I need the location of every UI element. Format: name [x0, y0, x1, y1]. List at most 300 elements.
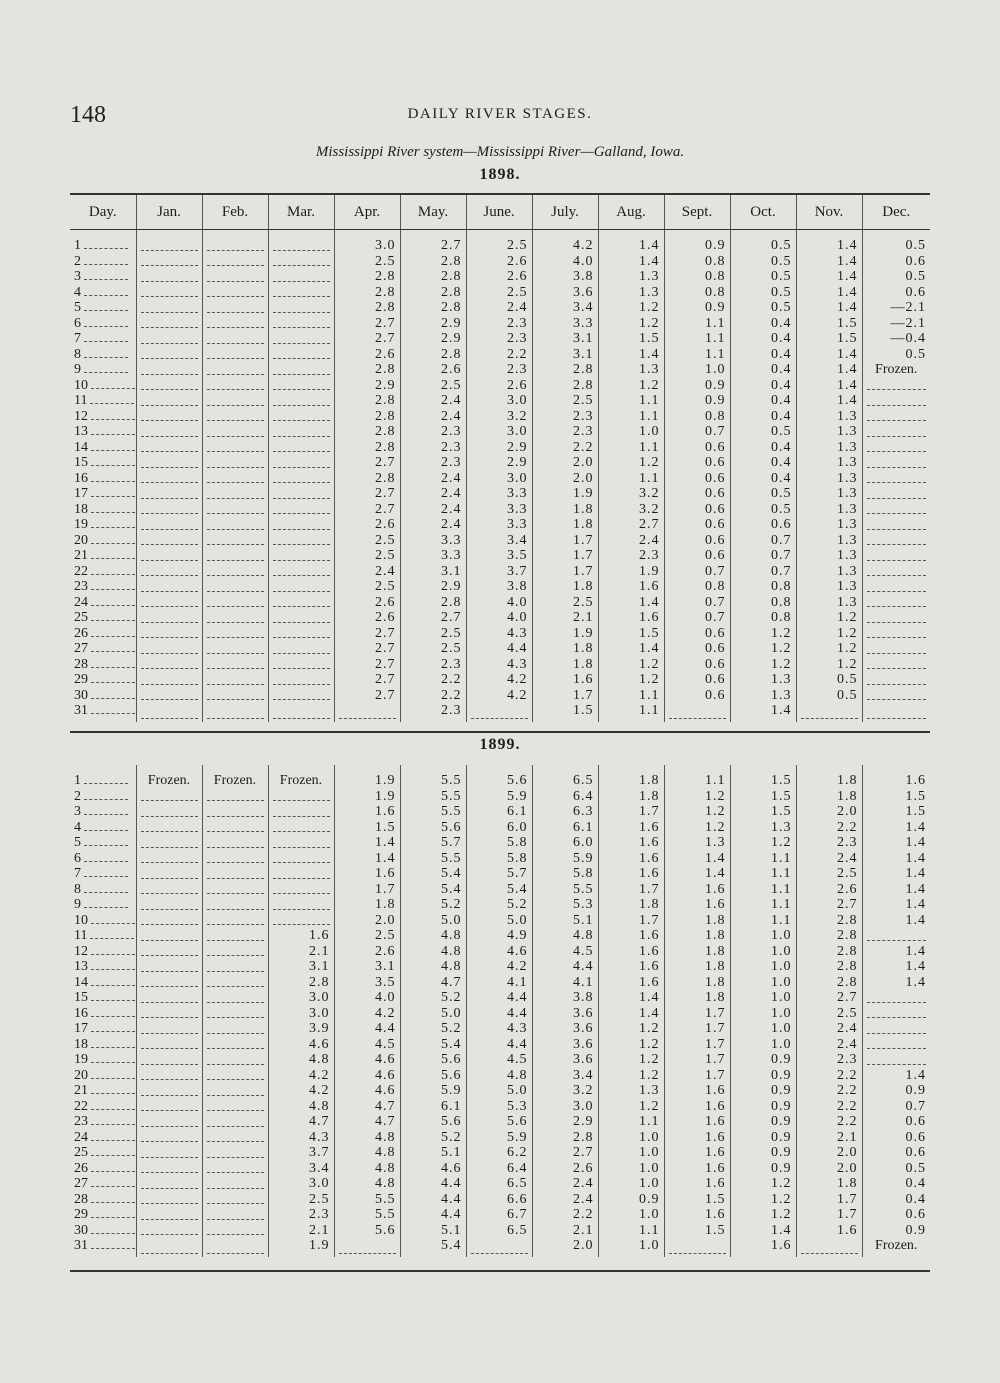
stage-cell: 4.4 [400, 1207, 466, 1223]
stage-cell: 1.4 [905, 897, 926, 912]
stage-cell: 1.6 [598, 959, 664, 975]
stage-cell: 0.6 [664, 502, 730, 518]
stage-cell: 4.2 [268, 1068, 334, 1084]
empty-cell [202, 1052, 268, 1068]
stage-cell: 1.6 [598, 928, 664, 944]
stage-cell: 1.6 [664, 1176, 730, 1192]
stage-cell: 1.2 [598, 1021, 664, 1037]
stage-cell: 2.7 [334, 331, 400, 347]
empty-cell [862, 378, 930, 394]
day-cell: 9 [70, 362, 136, 378]
day-cell: 3 [70, 804, 136, 820]
stage-cell: 1.6 [664, 1145, 730, 1161]
empty-cell [268, 502, 334, 518]
stage-cell: 4.0 [532, 254, 598, 270]
stage-cell: 1.5 [664, 1192, 730, 1208]
stage-cell: 4.4 [466, 990, 532, 1006]
stage-cell: 2.2 [532, 1207, 598, 1223]
stage-cell: 1.1 [598, 1114, 664, 1130]
stage-cell: 1.5 [905, 788, 926, 804]
table-row [70, 254, 930, 270]
stage-cell: 2.5 [400, 378, 466, 394]
stage-cell: 1.1 [664, 765, 730, 789]
stage-cell: 3.0 [268, 1176, 334, 1192]
stage-cell: 0.9 [730, 1130, 796, 1146]
stage-cell: 2.0 [334, 913, 400, 929]
stage-cell: 0.9 [664, 230, 730, 254]
stage-cell: 4.8 [334, 1176, 400, 1192]
empty-cell [268, 913, 334, 929]
stage-cell: 3.1 [532, 347, 598, 363]
stage-cell: 5.1 [400, 1223, 466, 1239]
stage-cell: 2.7 [400, 610, 466, 626]
stage-cell: 1.7 [664, 1052, 730, 1068]
stage-cell: 2.4 [400, 502, 466, 518]
table-row [70, 1176, 930, 1192]
stage-cell: 5.3 [466, 1099, 532, 1115]
day-cell: 2 [70, 789, 136, 805]
stage-cell: 2.8 [268, 975, 334, 991]
empty-cell [136, 1099, 202, 1115]
stage-cell: 4.0 [466, 595, 532, 611]
stage-cell: 2.3 [532, 424, 598, 440]
stage-cell: 1.2 [598, 672, 664, 688]
stage-cell: 2.8 [334, 285, 400, 301]
stage-cell: 2.7 [598, 517, 664, 533]
stage-cell: 0.8 [664, 579, 730, 595]
stage-cell: 1.4 [664, 866, 730, 882]
stage-cell: 0.9 [664, 300, 730, 316]
stage-cell: 2.8 [532, 1130, 598, 1146]
stage-cell: 6.5 [466, 1176, 532, 1192]
empty-cell [268, 424, 334, 440]
stage-cell: 5.0 [466, 913, 532, 929]
stage-cell: 1.6 [598, 851, 664, 867]
day-cell: 24 [70, 595, 136, 611]
table-row [70, 944, 930, 960]
stage-cell: 1.2 [598, 1037, 664, 1053]
stage-cell: 2.7 [334, 626, 400, 642]
stage-cell: 2.6 [334, 595, 400, 611]
stage-cell: 4.2 [268, 1083, 334, 1099]
stage-cell: 5.9 [400, 1083, 466, 1099]
stage-cell: 2.7 [334, 688, 400, 704]
stage-cell: 1.6 [334, 866, 400, 882]
stage-cell: 0.4 [730, 347, 796, 363]
empty-cell [136, 1192, 202, 1208]
stage-cell: 4.3 [466, 626, 532, 642]
empty-cell [268, 866, 334, 882]
column-header: Feb. [202, 194, 268, 230]
stage-cell: 1.5 [796, 316, 862, 332]
stage-cell: 1.9 [532, 486, 598, 502]
table-row [70, 882, 930, 898]
empty-cell [202, 1037, 268, 1053]
stage-cell: 2.9 [466, 440, 532, 456]
stage-cell: 3.3 [400, 533, 466, 549]
day-cell: 23 [70, 579, 136, 595]
stage-cell: 1.2 [598, 316, 664, 332]
empty-cell [862, 548, 930, 564]
stage-cell: 1.3 [664, 835, 730, 851]
stage-cell: 2.4 [334, 564, 400, 580]
table-row [70, 657, 930, 673]
stage-cell: 2.5 [334, 928, 400, 944]
stage-cell: 1.3 [796, 440, 862, 456]
running-title: DAILY RIVER STAGES. [407, 106, 593, 122]
stage-cell: 2.7 [334, 672, 400, 688]
stage-cell: 1.1 [598, 471, 664, 487]
stage-cell: 2.7 [334, 502, 400, 518]
stage-cell: 2.5 [796, 1006, 862, 1022]
empty-cell [268, 378, 334, 394]
empty-cell [202, 393, 268, 409]
stage-cell: 1.0 [730, 959, 796, 975]
empty-cell [136, 269, 202, 285]
stage-cell: 5.6 [334, 1223, 400, 1239]
empty-cell [202, 440, 268, 456]
empty-cell [136, 424, 202, 440]
stage-cell: 1.0 [730, 1037, 796, 1053]
stage-cell: 2.7 [334, 641, 400, 657]
stage-cell: 2.5 [466, 230, 532, 254]
table-row [70, 1006, 930, 1022]
empty-cell [664, 1238, 730, 1257]
stage-cell: 0.5 [905, 269, 926, 284]
stage-cell: 4.4 [400, 1192, 466, 1208]
table-row [70, 804, 930, 820]
stage-cell: 3.2 [598, 486, 664, 502]
stage-cell: 1.1 [730, 913, 796, 929]
table-row [70, 455, 930, 471]
empty-cell [136, 579, 202, 595]
empty-cell [136, 851, 202, 867]
stage-cell: 5.5 [400, 851, 466, 867]
stage-cell: 2.0 [532, 455, 598, 471]
empty-cell [202, 579, 268, 595]
empty-cell [202, 657, 268, 673]
empty-cell [268, 331, 334, 347]
stage-cell: 1.0 [598, 1238, 664, 1257]
stage-cell: 4.7 [268, 1114, 334, 1130]
stage-cell: 0.9 [730, 1083, 796, 1099]
empty-cell [202, 1114, 268, 1130]
stage-cell: 1.2 [598, 378, 664, 394]
stage-cell: 0.9 [905, 1222, 926, 1238]
stage-cell: 2.4 [532, 1176, 598, 1192]
stage-cell: 2.6 [334, 517, 400, 533]
day-cell: 20 [70, 533, 136, 549]
table-row [70, 378, 930, 394]
stage-cell: 1.1 [730, 851, 796, 867]
stage-cell: 1.0 [730, 1021, 796, 1037]
stage-cell: 1.4 [730, 1223, 796, 1239]
stage-cell: 2.3 [466, 362, 532, 378]
stage-cell: 0.6 [664, 471, 730, 487]
empty-cell [202, 913, 268, 929]
empty-cell [136, 1083, 202, 1099]
stage-cell: 2.6 [400, 362, 466, 378]
table-row [70, 610, 930, 626]
stage-cell: 4.2 [466, 959, 532, 975]
empty-cell [202, 804, 268, 820]
empty-cell [136, 789, 202, 805]
empty-cell [202, 533, 268, 549]
day-cell: 15 [70, 455, 136, 471]
stage-cell: 0.9 [664, 393, 730, 409]
empty-cell [796, 703, 862, 722]
empty-cell [268, 393, 334, 409]
stage-cell: 1.6 [532, 672, 598, 688]
stage-cell: 1.2 [664, 820, 730, 836]
stage-cell: 3.9 [268, 1021, 334, 1037]
stage-cell: 1.3 [796, 533, 862, 549]
table-row [70, 393, 930, 409]
stage-cell: 2.2 [796, 1099, 862, 1115]
stage-cell: 4.8 [400, 944, 466, 960]
stage-cell: 4.0 [334, 990, 400, 1006]
table-row [70, 440, 930, 456]
empty-cell [202, 230, 268, 254]
column-header: Day. [70, 194, 136, 230]
stage-cell: 1.8 [334, 897, 400, 913]
empty-cell [136, 502, 202, 518]
stage-cell: 0.6 [664, 548, 730, 564]
stage-cell: 1.9 [334, 765, 400, 789]
stage-cell: 4.6 [268, 1037, 334, 1053]
empty-cell [136, 928, 202, 944]
stage-cell: 2.3 [532, 409, 598, 425]
column-header: June. [466, 194, 532, 230]
column-header: July. [532, 194, 598, 230]
stage-cell: 3.1 [532, 331, 598, 347]
stage-cell: 2.3 [796, 835, 862, 851]
stage-cell: 5.4 [400, 1238, 466, 1257]
stage-cell: 1.7 [664, 1006, 730, 1022]
stage-cell: 1.2 [598, 1099, 664, 1115]
stage-cell: 0.6 [664, 672, 730, 688]
stage-cell: 6.5 [466, 1223, 532, 1239]
table-row [70, 486, 930, 502]
stage-cell: 2.0 [796, 1161, 862, 1177]
stage-cell: 4.8 [466, 1068, 532, 1084]
empty-cell [862, 1021, 930, 1037]
table-row [70, 595, 930, 611]
empty-cell [202, 928, 268, 944]
day-cell: 29 [70, 1207, 136, 1223]
empty-cell [136, 533, 202, 549]
stage-cell: 1.0 [598, 1207, 664, 1223]
stage-cell: 0.7 [730, 564, 796, 580]
stage-cell: 4.7 [334, 1099, 400, 1115]
stage-cell: 1.8 [664, 944, 730, 960]
stage-cell: 0.9 [905, 1083, 926, 1098]
empty-cell [202, 486, 268, 502]
empty-cell [136, 657, 202, 673]
stage-cell: Frozen. [268, 765, 334, 789]
empty-cell [796, 1238, 862, 1257]
stage-cell: 1.2 [796, 641, 862, 657]
day-cell: 12 [70, 944, 136, 960]
stage-cell: 2.8 [334, 409, 400, 425]
stage-cell: 2.5 [466, 285, 532, 301]
day-cell: 24 [70, 1130, 136, 1146]
empty-cell [202, 835, 268, 851]
column-header: Mar. [268, 194, 334, 230]
stage-cell: 3.4 [466, 533, 532, 549]
column-header: Dec. [862, 194, 930, 230]
table-row [70, 347, 930, 363]
stage-cell: 2.8 [400, 347, 466, 363]
stage-cell: 5.6 [400, 1068, 466, 1084]
empty-cell [136, 316, 202, 332]
empty-cell [202, 1238, 268, 1257]
empty-cell [862, 533, 930, 549]
stage-cell: 0.6 [905, 1145, 926, 1160]
empty-cell [268, 316, 334, 332]
table-bottom-rule [70, 731, 930, 733]
table-row [70, 765, 930, 789]
stage-cell: 2.8 [532, 362, 598, 378]
stage-cell: 3.3 [400, 548, 466, 564]
day-cell: 22 [70, 564, 136, 580]
stage-cell: 5.5 [334, 1207, 400, 1223]
table-row [70, 409, 930, 425]
stage-cell: 1.2 [730, 626, 796, 642]
stage-cell: 3.0 [268, 990, 334, 1006]
day-cell: 5 [70, 300, 136, 316]
table-row [70, 1130, 930, 1146]
stage-cell: 1.4 [905, 850, 926, 866]
empty-cell [862, 564, 930, 580]
stage-cell: 2.7 [532, 1145, 598, 1161]
stage-cell: 1.4 [730, 703, 796, 722]
empty-cell [136, 1130, 202, 1146]
river-stage-table-1899 [70, 765, 930, 1257]
stage-cell: 3.6 [532, 1037, 598, 1053]
stage-cell: 1.3 [796, 579, 862, 595]
stage-cell: 0.8 [664, 409, 730, 425]
stage-cell: 1.7 [532, 548, 598, 564]
stage-cell: 1.0 [598, 1161, 664, 1177]
stage-cell: 1.6 [598, 820, 664, 836]
empty-cell [202, 882, 268, 898]
empty-cell [862, 657, 930, 673]
stage-cell: 2.3 [400, 703, 466, 722]
stage-cell: 2.4 [466, 300, 532, 316]
empty-cell [862, 579, 930, 595]
stage-cell: 1.6 [905, 773, 926, 788]
stage-cell: 2.0 [796, 1145, 862, 1161]
stage-cell: 1.0 [664, 362, 730, 378]
stage-cell: 0.6 [905, 1114, 926, 1129]
stage-cell: 1.1 [730, 897, 796, 913]
year-heading-1898: 1898. [479, 166, 521, 183]
empty-cell [268, 230, 334, 254]
stage-cell: 1.4 [796, 300, 862, 316]
empty-cell [136, 1161, 202, 1177]
stage-cell: 6.2 [466, 1145, 532, 1161]
stage-cell: 1.4 [598, 230, 664, 254]
stage-cell: 1.3 [730, 672, 796, 688]
stage-cell: 3.2 [532, 1083, 598, 1099]
day-cell: 26 [70, 1161, 136, 1177]
empty-cell [136, 254, 202, 270]
stage-cell: 2.4 [796, 851, 862, 867]
empty-cell [136, 548, 202, 564]
stage-cell: 4.3 [466, 657, 532, 673]
stage-cell: 4.4 [466, 1006, 532, 1022]
stage-cell: 3.3 [466, 486, 532, 502]
empty-cell [268, 897, 334, 913]
table-row [70, 835, 930, 851]
empty-cell [202, 1099, 268, 1115]
table-row [70, 1099, 930, 1115]
stage-cell: 0.8 [730, 610, 796, 626]
table-row [70, 331, 930, 347]
empty-cell [202, 851, 268, 867]
stage-cell: 3.0 [466, 393, 532, 409]
empty-cell [862, 440, 930, 456]
empty-cell [862, 409, 930, 425]
stage-cell: 4.5 [466, 1052, 532, 1068]
stage-cell: 3.0 [466, 471, 532, 487]
table-row [70, 1223, 930, 1239]
table-subtitle: Mississippi River system—Mississippi River—Galland, Iowa. [315, 144, 685, 160]
empty-cell [202, 672, 268, 688]
empty-cell [268, 564, 334, 580]
empty-cell [202, 866, 268, 882]
stage-cell: 3.0 [466, 424, 532, 440]
stage-cell: 1.3 [730, 688, 796, 704]
table-row [70, 1021, 930, 1037]
table-row [70, 269, 930, 285]
stage-cell: 4.4 [466, 1037, 532, 1053]
stage-cell: 1.2 [598, 455, 664, 471]
stage-cell: 1.6 [730, 1238, 796, 1257]
empty-cell [202, 362, 268, 378]
table-row [70, 1192, 930, 1208]
day-cell: 25 [70, 610, 136, 626]
stage-cell: 1.0 [730, 928, 796, 944]
stage-cell: 6.1 [400, 1099, 466, 1115]
table-row [70, 703, 930, 722]
stage-cell: 1.6 [664, 1114, 730, 1130]
table-row [70, 533, 930, 549]
day-cell: 4 [70, 285, 136, 301]
column-header: Oct. [730, 194, 796, 230]
empty-cell [268, 285, 334, 301]
page-number: 148 [70, 102, 106, 128]
empty-cell [202, 688, 268, 704]
empty-cell [136, 393, 202, 409]
stage-cell: 4.8 [334, 1130, 400, 1146]
stage-cell: 2.9 [400, 331, 466, 347]
column-header: Nov. [796, 194, 862, 230]
stage-cell: 4.6 [334, 1068, 400, 1084]
table-row [70, 1207, 930, 1223]
day-cell: 30 [70, 1223, 136, 1239]
empty-cell [268, 688, 334, 704]
stage-cell: 2.8 [334, 393, 400, 409]
stage-cell: 3.7 [268, 1145, 334, 1161]
stage-cell: 1.4 [796, 285, 862, 301]
stage-cell: 1.8 [598, 897, 664, 913]
day-cell: 16 [70, 1006, 136, 1022]
stage-cell: 6.4 [466, 1161, 532, 1177]
empty-cell [136, 866, 202, 882]
stage-cell: 0.6 [730, 517, 796, 533]
